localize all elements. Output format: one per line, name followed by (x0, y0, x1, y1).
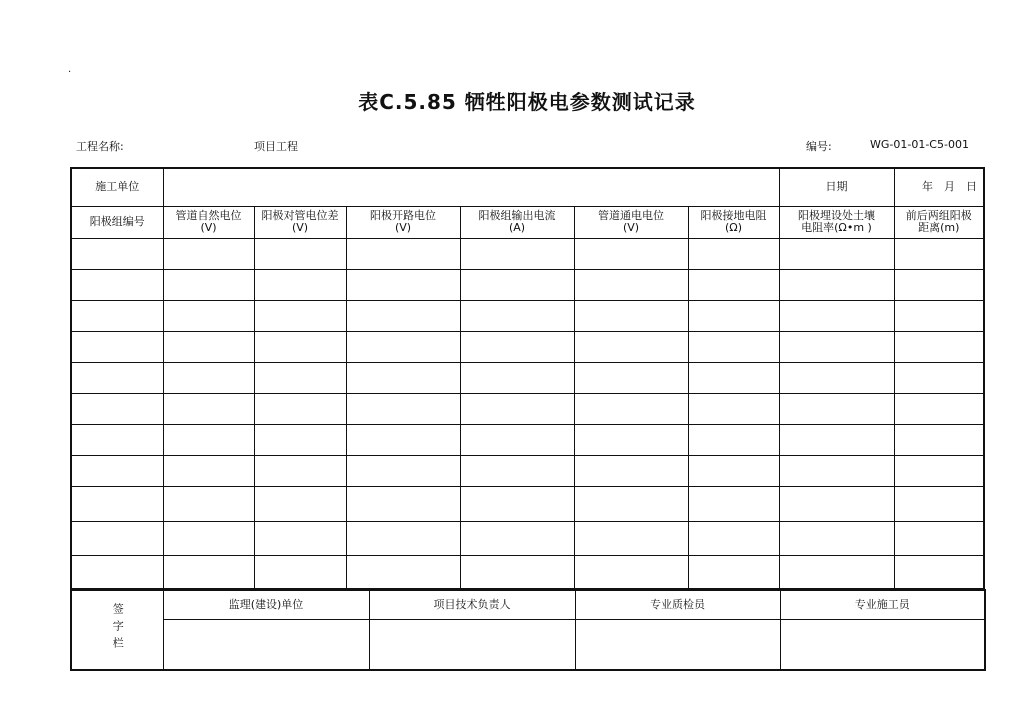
data-cell[interactable] (460, 269, 574, 300)
data-cell[interactable] (346, 331, 460, 362)
data-cell[interactable] (894, 424, 984, 455)
table-row (71, 393, 984, 424)
data-cell[interactable] (346, 362, 460, 393)
data-cell[interactable] (779, 393, 894, 424)
data-cell[interactable] (163, 393, 254, 424)
column-header-line2: 电阻率(Ω•m ) (801, 221, 872, 234)
data-cell[interactable] (71, 300, 163, 331)
data-cell[interactable] (460, 424, 574, 455)
data-cell[interactable] (346, 455, 460, 486)
data-cell[interactable] (779, 424, 894, 455)
column-header-line2: 距离(m) (918, 221, 960, 234)
page-title: 表C.5.85 牺牲阳极电参数测试记录 (358, 90, 696, 114)
data-cell[interactable] (254, 300, 346, 331)
data-cell[interactable] (688, 269, 779, 300)
data-cell[interactable] (574, 300, 688, 331)
data-cell[interactable] (460, 393, 574, 424)
data-cell[interactable] (894, 331, 984, 362)
data-cell[interactable] (254, 238, 346, 269)
data-cell[interactable] (894, 269, 984, 300)
signature-cell-tech-lead[interactable] (369, 619, 575, 670)
code-value: WG-01-01-C5-001 (870, 138, 969, 151)
data-cell[interactable] (779, 238, 894, 269)
column-header (688, 206, 779, 238)
column-header-line1: 阳极埋设处土壤 (798, 209, 875, 222)
data-cell[interactable] (894, 486, 984, 521)
column-header-line2: (A) (508, 221, 526, 234)
column-header-line1: 前后两组阳极 (905, 209, 972, 222)
data-cell[interactable] (346, 238, 460, 269)
data-cell[interactable] (163, 521, 254, 555)
data-cell[interactable] (894, 521, 984, 555)
data-cell[interactable] (71, 331, 163, 362)
column-header-line2: (V) (291, 221, 309, 234)
data-cell[interactable] (779, 521, 894, 555)
code-label: 编号: (806, 140, 832, 153)
data-cell[interactable] (163, 362, 254, 393)
data-cell[interactable] (163, 269, 254, 300)
data-cell[interactable] (688, 331, 779, 362)
data-cell[interactable] (346, 393, 460, 424)
date-label: 日期 (779, 168, 894, 206)
data-cell[interactable] (163, 424, 254, 455)
data-cell[interactable] (254, 455, 346, 486)
table-row (71, 424, 984, 455)
data-cell[interactable] (254, 424, 346, 455)
signature-cell-constructor[interactable] (780, 619, 985, 670)
data-cell[interactable] (163, 486, 254, 521)
column-header (163, 206, 254, 238)
data-cell[interactable] (346, 555, 460, 589)
table-row (71, 555, 984, 589)
table-row (71, 521, 984, 555)
data-cell[interactable] (688, 555, 779, 589)
data-cell[interactable] (163, 300, 254, 331)
table-row (71, 331, 984, 362)
data-cell[interactable] (574, 424, 688, 455)
table-row (71, 455, 984, 486)
data-cell[interactable] (894, 300, 984, 331)
data-cell[interactable] (71, 393, 163, 424)
data-cell[interactable] (254, 331, 346, 362)
data-cell[interactable] (574, 521, 688, 555)
data-cell[interactable] (254, 393, 346, 424)
data-cell[interactable] (574, 393, 688, 424)
data-cell[interactable] (346, 269, 460, 300)
data-cell[interactable] (894, 238, 984, 269)
data-cell[interactable] (163, 331, 254, 362)
record-table (70, 167, 985, 590)
data-cell[interactable] (71, 269, 163, 300)
construction-unit-label: 施工单位 (71, 168, 163, 206)
data-cell[interactable] (254, 362, 346, 393)
data-cell[interactable] (779, 486, 894, 521)
column-header-line1: 管道通电电位 (598, 209, 664, 222)
column-header-line2: (Ω) (725, 221, 742, 234)
table-row (71, 238, 984, 269)
data-cell[interactable] (460, 486, 574, 521)
data-cell[interactable] (779, 455, 894, 486)
data-cell[interactable] (894, 362, 984, 393)
project-name: 项目工程 (254, 140, 298, 153)
column-header-line1: 管道自然电位 (175, 209, 242, 222)
data-cell[interactable] (71, 238, 163, 269)
signature-label-cell (71, 590, 163, 670)
data-cell[interactable] (688, 362, 779, 393)
column-header (894, 206, 984, 238)
role-tech-lead: 项目技术负责人 (369, 590, 575, 619)
data-cell[interactable] (894, 455, 984, 486)
data-cell[interactable] (71, 555, 163, 589)
signature-cell-supervision[interactable] (163, 619, 369, 670)
data-cell[interactable] (460, 555, 574, 589)
data-cell[interactable] (254, 486, 346, 521)
data-cell[interactable] (460, 331, 574, 362)
data-cell[interactable] (460, 300, 574, 331)
project-label: 工程名称: (76, 140, 124, 153)
data-cell[interactable] (574, 362, 688, 393)
column-header (254, 206, 346, 238)
data-cell[interactable] (71, 362, 163, 393)
role-qc-inspector: 专业质检员 (575, 590, 780, 619)
column-header-line2: (V) (394, 221, 412, 234)
data-cell[interactable] (688, 238, 779, 269)
construction-unit-value[interactable] (163, 168, 779, 206)
data-cell[interactable] (574, 555, 688, 589)
data-cell[interactable] (688, 300, 779, 331)
table-row (71, 300, 984, 331)
column-header-line1: 阳极组输出电流 (478, 209, 556, 222)
data-cell[interactable] (779, 300, 894, 331)
table-row (71, 486, 984, 521)
page-mark: . (68, 64, 72, 75)
data-cell[interactable] (163, 555, 254, 589)
data-cell[interactable] (688, 424, 779, 455)
table-row (71, 362, 984, 393)
data-cell[interactable] (779, 331, 894, 362)
data-cell[interactable] (71, 424, 163, 455)
data-cell[interactable] (346, 300, 460, 331)
column-header-line1: 阳极对管电位差 (261, 209, 339, 222)
data-cell[interactable] (460, 238, 574, 269)
data-cell[interactable] (346, 486, 460, 521)
data-cell[interactable] (574, 455, 688, 486)
data-cell[interactable] (779, 555, 894, 589)
column-header (71, 206, 163, 238)
data-cell[interactable] (460, 455, 574, 486)
data-cell[interactable] (163, 455, 254, 486)
data-cell[interactable] (346, 424, 460, 455)
data-cell[interactable] (163, 238, 254, 269)
signature-label: 签字栏 (111, 603, 125, 654)
column-header (574, 206, 688, 238)
data-cell[interactable] (574, 331, 688, 362)
data-cell[interactable] (71, 486, 163, 521)
data-cell[interactable] (346, 521, 460, 555)
column-header-line1: 阳极组编号 (89, 215, 145, 228)
column-header (460, 206, 574, 238)
data-cell[interactable] (460, 362, 574, 393)
signature-cell-qc-inspector[interactable] (575, 619, 780, 670)
column-header-line2: (V) (622, 221, 640, 234)
data-cell[interactable] (779, 362, 894, 393)
date-value[interactable]: 年 月 日 (894, 168, 984, 206)
data-cell[interactable] (574, 269, 688, 300)
data-cell[interactable] (574, 486, 688, 521)
data-cell[interactable] (460, 521, 574, 555)
data-cell[interactable] (71, 455, 163, 486)
data-cell[interactable] (894, 393, 984, 424)
data-cell[interactable] (894, 555, 984, 589)
data-cell[interactable] (688, 486, 779, 521)
signature-table (70, 589, 986, 671)
data-cell[interactable] (688, 455, 779, 486)
data-cell[interactable] (688, 521, 779, 555)
data-cell[interactable] (574, 238, 688, 269)
data-cell[interactable] (254, 269, 346, 300)
column-header-line1: 阳极开路电位 (370, 209, 436, 222)
data-cell[interactable] (688, 393, 779, 424)
column-header-line1: 阳极接地电阻 (700, 209, 767, 222)
column-header (779, 206, 894, 238)
role-supervision: 监理(建设)单位 (163, 590, 369, 619)
data-cell[interactable] (71, 521, 163, 555)
data-cell[interactable] (779, 269, 894, 300)
data-cell[interactable] (254, 555, 346, 589)
role-constructor: 专业施工员 (780, 590, 985, 619)
column-header (346, 206, 460, 238)
data-cell[interactable] (254, 521, 346, 555)
column-header-line2: (V) (200, 221, 217, 234)
table-row (71, 269, 984, 300)
